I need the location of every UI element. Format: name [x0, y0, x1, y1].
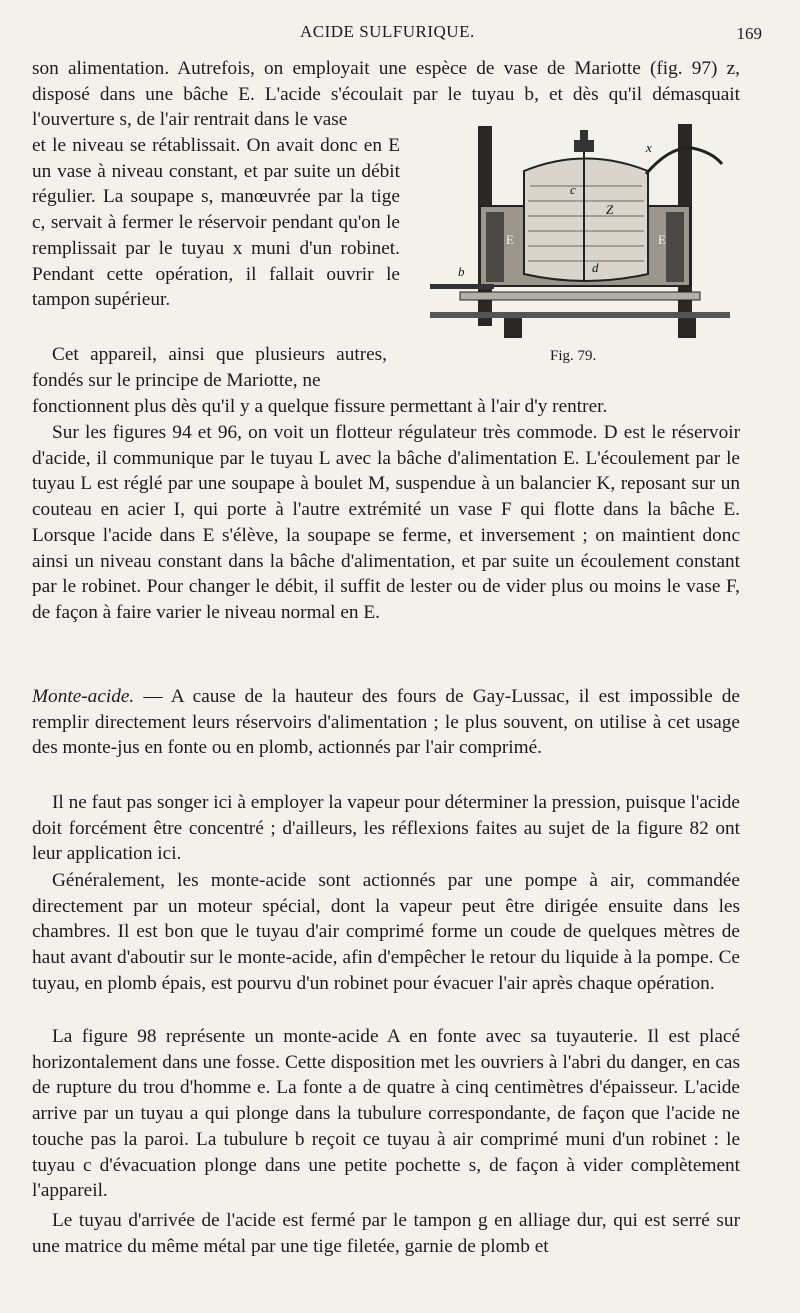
- paragraph-3: Sur les figures 94 et 96, on voit un flotteur régulateur très commode. D est le réservoir d'acide, il communique par le tuyau L avec la bâche d'alimentation E. L'écoulement par le tuyau L est réglé par une soupape à boulet M, suspendue à un balancier K, reposant sur un couteau en acier I, qui porte à l'autre extrémité un vase F qui flotte dans la bâche E. Lorsque l'acide dans E s'élève, la soupape se ferme, et inversement ; on maintient donc ainsi un niveau constant dans la bâche d'alimentation, et par suite un écoulement constant par le robinet. Pour changer le débit, il suffit de lester ou de vider plus ou moins le vase F, de façon à faire varier le niveau normal en E.: [32, 422, 740, 623]
- figure-label-b: b: [458, 264, 465, 279]
- paragraph-5: Il ne faut pas songer ici à employer la vapeur pour déterminer la pression, puisque l'acide doit forcément être concentré ; d'ailleurs, les réflexions faites au sujet de la figure 82 ont leur application ici.: [32, 792, 740, 865]
- section-run-in-title: Monte-acide.: [32, 686, 135, 707]
- figure-label-d: d: [592, 260, 599, 275]
- paragraph-1-full: son alimentation. Autrefois, on employait une espèce de vase de Mariotte (fig. 97) z, disposé dans une bâche E. L'acide s'écoulait par le tuyau b, et dès qu'il démasquait l'ouverture s, de l'air rentrait dans le vase: [32, 58, 740, 131]
- paragraph-2-narrow: Cet appareil, ainsi que plusieurs autres, fondés sur le principe de Mariotte, ne: [32, 344, 387, 391]
- figure-label-e-left: E: [506, 232, 514, 247]
- mariotte-vessel-illustration: [420, 116, 736, 346]
- paragraph-7: La figure 98 représente un monte-acide A en fonte avec sa tuyauterie. Il est placé horizontalement dans une fosse. Cette disposition met les ouvriers à l'abri du danger, en cas de rupture du trou d'homme e. La fonte a de quatre à cinq centimètres d'épaisseur. L'acide arrive par un tuyau a qui plonge dans la tubulure correspondante, de façon que l'acide ne touche pas la paroi. La tubulure b reçoit ce tuyau à air comprimé muni d'un robinet : le tuyau c d'évacuation plonge dans une petite pochette s, de façon à vider complètement l'appareil.: [32, 1026, 740, 1202]
- paragraph-4-body: — A cause de la hauteur des fours de Gay-Lussac, il est impossible de remplir directement leurs réservoirs d'alimentation ; le plus souvent, on utilise à cet usage des monte-jus en fonte ou en plomb, actionnés par l'air comprimé.: [32, 686, 740, 759]
- figure-label-z: Z: [606, 202, 614, 217]
- paragraph-8: Le tuyau d'arrivée de l'acide est fermé par le tampon g en alliage dur, qui est serré sur une matrice du même métal par une tige filetée, garnie de plomb et: [32, 1210, 740, 1257]
- running-header: [0, 20, 800, 44]
- figure-79-mariotte-vessel: [420, 116, 736, 376]
- figure-label-x: x: [646, 140, 652, 155]
- paragraph-6: Généralement, les monte-acide sont actionnés par une pompe à air, commandée directement par un moteur spécial, dont la vapeur peut être dirigée ensuite dans les chambres. Il est bon que le tuyau d'air comprimé forme un coude de quelques mètres de haut avant d'aboutir sur le monte-acide, afin d'empêcher le retour du liquide à la pompe. Ce tuyau, en plomb épais, est pourvu d'un robinet pour évacuer l'air après chaque opération.: [32, 870, 740, 994]
- paragraph-4: [32, 684, 740, 761]
- paragraph-2-full: fonctionnent plus dès qu'il y a quelque fissure permettant à l'air d'y rentrer.: [32, 396, 608, 417]
- running-title: ACIDE SULFURIQUE.: [300, 22, 475, 41]
- figure-label-e-right: E: [658, 232, 666, 247]
- figure-caption: Fig. 79.: [550, 348, 597, 364]
- page-number: 169: [736, 24, 762, 43]
- figure-label-c: c: [570, 182, 576, 197]
- paragraph-1-narrow: et le niveau se rétablissait. On avait donc en E un vase à niveau constant, et par suite un débit régulier. La soupape s, manœuvrée par la tige c, servait à fermer le réservoir pendant qu'on le remplissait par le tuyau x muni d'un robinet. Pendant cette opération, il fallait ouvrir le tampon supérieur.: [32, 135, 400, 311]
